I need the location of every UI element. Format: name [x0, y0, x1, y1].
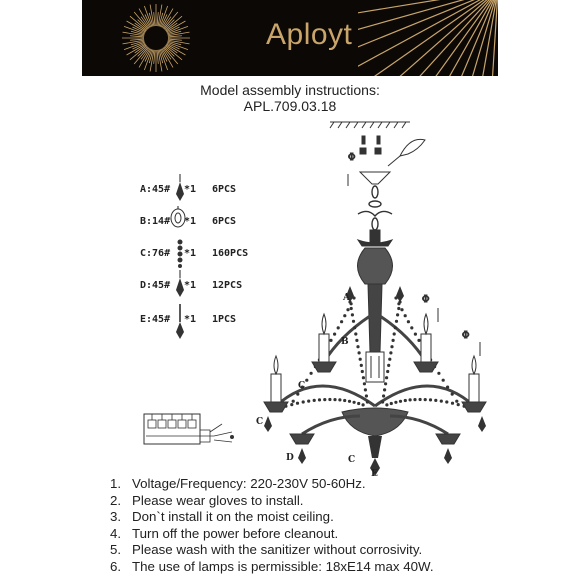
bead — [343, 314, 346, 317]
bead — [353, 401, 356, 404]
bead — [333, 398, 336, 401]
bead — [351, 313, 354, 316]
part-quantity: 6PCS — [212, 184, 237, 195]
note-item: 2. Please wear gloves to install. — [110, 492, 304, 508]
bead — [410, 326, 413, 329]
bead — [390, 402, 393, 405]
bead — [396, 313, 399, 316]
bead — [409, 398, 412, 401]
center-column — [358, 230, 393, 382]
bead — [358, 351, 361, 354]
bead — [446, 386, 449, 389]
bead — [359, 358, 362, 361]
base-bowl — [342, 408, 408, 436]
note-item: 5. Please wash with the sanitizer without corrosivity. — [110, 542, 423, 557]
bead — [357, 402, 360, 405]
bead — [451, 402, 454, 405]
note-item: 6. The use of lamps is permissible: 18xE14 max 40W. — [110, 558, 434, 574]
safety-notes — [110, 476, 530, 575]
bead — [395, 320, 398, 323]
bead — [455, 400, 458, 403]
bead — [399, 400, 402, 403]
bead — [362, 376, 365, 379]
bead — [329, 339, 332, 342]
bead — [328, 398, 331, 401]
note-item: 3. Don`t install it on the moist ceiling. — [110, 509, 334, 524]
bead — [437, 372, 440, 375]
bead — [442, 379, 445, 382]
bead — [307, 400, 310, 403]
part-code: E:45# — [140, 314, 171, 325]
bead — [382, 394, 385, 397]
label-c-left: C — [298, 381, 306, 391]
bead — [356, 345, 359, 348]
part-quantity: 6PCS — [212, 216, 237, 227]
bead — [440, 400, 443, 403]
bead — [354, 332, 357, 335]
bead — [388, 358, 391, 361]
bead — [389, 351, 392, 354]
bead — [413, 398, 416, 401]
bead — [348, 400, 351, 403]
bead — [381, 400, 384, 403]
bead — [313, 399, 316, 402]
bead — [387, 364, 390, 367]
bead — [366, 400, 369, 403]
bead — [318, 398, 321, 401]
part-quantity: 1PCS — [212, 314, 237, 325]
brand-header — [82, 0, 498, 76]
bead — [296, 393, 299, 396]
chandelier-illustration — [250, 116, 510, 476]
bead — [352, 320, 355, 323]
label-b: B — [341, 337, 349, 347]
label-c-lower: C — [256, 417, 264, 427]
ceiling-mark — [330, 122, 410, 128]
part-code: D:45# — [140, 280, 171, 291]
part-quantity: 12PCS — [212, 280, 243, 291]
bead — [361, 370, 364, 373]
label-d: D — [286, 453, 294, 463]
label-e: E — [371, 469, 378, 476]
bead — [394, 326, 397, 329]
bead — [417, 339, 420, 342]
svg-text:Φ: Φ — [462, 331, 470, 341]
model-number: APL.709.03.18 — [243, 98, 337, 114]
svg-text:Φ: Φ — [422, 295, 430, 305]
bead — [457, 403, 460, 406]
bead — [337, 326, 340, 329]
part-multiplier: *1 — [184, 184, 197, 195]
bead — [390, 345, 393, 348]
corner-ray — [377, 0, 498, 76]
suspension-chain — [358, 186, 392, 230]
part-quantity: 160PCS — [212, 248, 249, 259]
bead — [346, 308, 349, 311]
wiring-terminal-diagram — [142, 410, 238, 450]
bead — [383, 388, 386, 391]
part-multiplier: *1 — [184, 248, 197, 259]
sunburst-logo-icon — [114, 0, 214, 76]
bead — [353, 326, 356, 329]
bead — [429, 398, 432, 401]
bead — [397, 307, 400, 310]
bead — [364, 388, 367, 391]
bead — [333, 333, 336, 336]
bead — [363, 382, 366, 385]
bead — [292, 400, 295, 403]
bead — [323, 398, 326, 401]
bead — [434, 399, 437, 402]
bead — [404, 399, 407, 402]
bead — [310, 372, 313, 375]
instructions-title: Model assembly instructions: — [200, 82, 380, 98]
note-item: 1. Voltage/Frequency: 220-230V 50-60Hz. — [110, 476, 366, 491]
bead — [302, 400, 305, 403]
bead — [350, 307, 353, 310]
bead — [445, 400, 448, 403]
bead — [394, 401, 397, 404]
svg-text:Φ: Φ — [348, 153, 356, 163]
canopy — [360, 172, 390, 184]
bead — [360, 364, 363, 367]
corner-rays-decoration — [358, 0, 498, 76]
bead — [404, 314, 407, 317]
label-c-center: C — [348, 455, 356, 465]
bead — [385, 376, 388, 379]
bead — [362, 403, 365, 406]
bead — [393, 332, 396, 335]
bead — [385, 403, 388, 406]
bead — [414, 333, 417, 336]
part-multiplier: *1 — [184, 280, 197, 291]
part-code: B:14# — [140, 216, 171, 227]
mounting-hardware — [348, 136, 425, 186]
bead — [343, 399, 346, 402]
bead — [386, 370, 389, 373]
bead — [365, 394, 368, 397]
part-multiplier: *1 — [184, 314, 197, 325]
bead — [400, 308, 403, 311]
bead — [392, 339, 395, 342]
bead — [451, 393, 454, 396]
bead — [407, 320, 410, 323]
bead — [424, 398, 427, 401]
label-a: A — [343, 293, 350, 303]
bead — [419, 398, 422, 401]
bead — [355, 339, 358, 342]
bead — [296, 402, 299, 405]
bead — [384, 382, 387, 385]
bead — [338, 398, 341, 401]
note-item: 4. Turn off the power before cleanout. — [110, 525, 339, 541]
brand-name: Aployt — [266, 18, 353, 51]
part-code: A:45# — [140, 184, 171, 195]
bead — [305, 379, 308, 382]
part-multiplier: *1 — [184, 216, 197, 227]
part-code: C:76# — [140, 248, 171, 259]
bead — [290, 403, 293, 406]
bead — [340, 320, 343, 323]
